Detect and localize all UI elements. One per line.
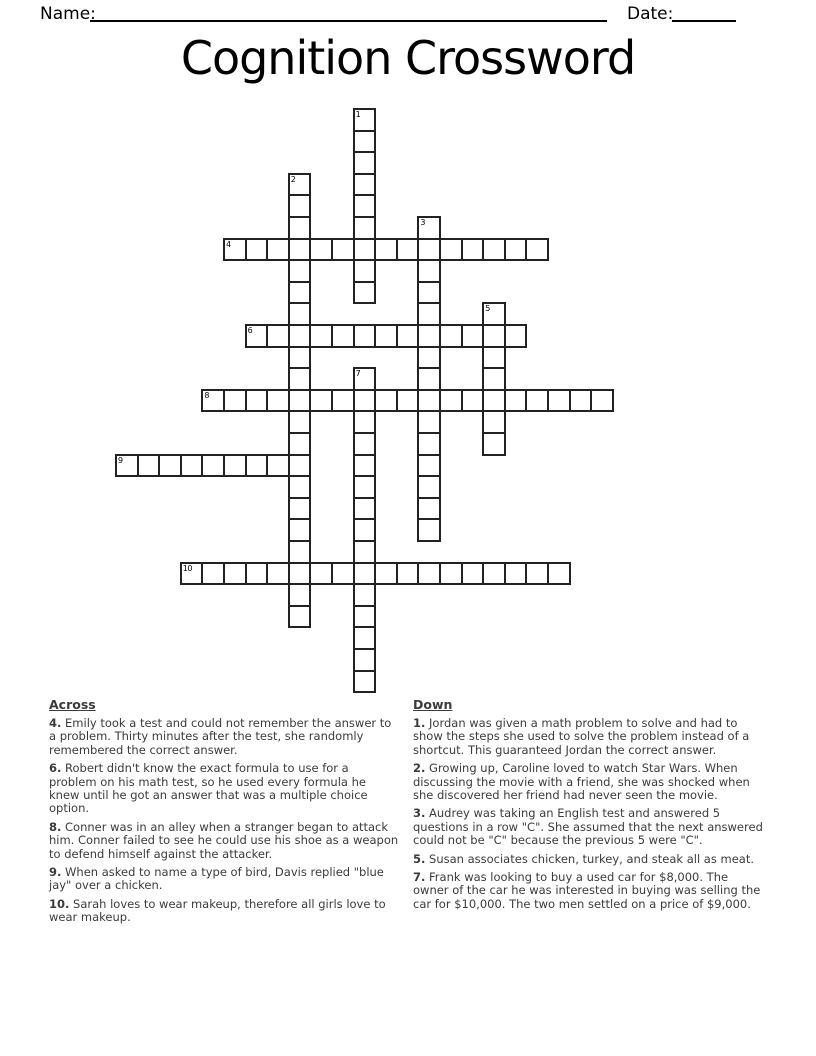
grid-cell[interactable]	[331, 389, 355, 413]
cell-number: 4	[226, 239, 231, 249]
clue-down-5: 5. Susan associates chicken, turkey, and steak all as meat.	[413, 851, 754, 866]
grid-cell[interactable]	[461, 562, 485, 586]
grid-cell[interactable]	[223, 389, 247, 413]
grid-cell[interactable]	[223, 454, 247, 478]
clue-number: 4.	[49, 716, 62, 730]
grid-cell[interactable]	[288, 518, 312, 542]
grid-cell[interactable]	[288, 194, 312, 218]
grid-cell[interactable]	[353, 216, 377, 240]
grid-cell[interactable]	[288, 583, 312, 607]
grid-cell[interactable]	[525, 389, 549, 413]
grid-cell[interactable]	[288, 562, 312, 586]
grid-cell[interactable]	[353, 626, 377, 650]
grid-cell[interactable]	[353, 432, 377, 456]
grid-cell[interactable]	[525, 562, 549, 586]
grid-cell[interactable]	[288, 346, 312, 370]
cell-number: 8	[204, 390, 209, 400]
grid-cell[interactable]	[482, 302, 506, 326]
grid-cell[interactable]	[417, 518, 441, 542]
grid-cell[interactable]	[417, 475, 441, 499]
across-clue-list	[49, 717, 399, 925]
grid-cell[interactable]	[547, 389, 571, 413]
grid-cell[interactable]	[353, 389, 377, 413]
grid-cell[interactable]	[201, 454, 225, 478]
grid-cell[interactable]	[353, 648, 377, 672]
grid-cell[interactable]	[266, 324, 290, 348]
clue-across-8: 8. Conner was in an alley when a stranger began to attack him. Conner failed to see he could use his shoe as a weapon to defend himself against the attacker.	[49, 819, 399, 861]
grid-cell[interactable]	[417, 281, 441, 305]
grid-cell[interactable]	[309, 389, 333, 413]
cell-number: 3	[420, 218, 425, 227]
grid-cell[interactable]	[353, 130, 377, 154]
name-input-line[interactable]	[90, 5, 607, 22]
grid-cell[interactable]	[353, 605, 377, 629]
clue-across-6: 6. Robert didn't know the exact formula to use for a problem on his math test, so he used every formula he knew until he got an answer that was a multiple choice option.	[49, 761, 368, 816]
grid-cell[interactable]	[288, 302, 312, 326]
clue-number: 5.	[413, 851, 426, 866]
grid-cell[interactable]	[417, 238, 441, 262]
clue-across-9: 9. When asked to name a type of bird, Davis replied "blue jay" over a chicken.	[49, 865, 384, 893]
grid-cell[interactable]	[288, 432, 312, 456]
grid-cell[interactable]	[417, 259, 441, 283]
grid-cell[interactable]	[288, 497, 312, 521]
clue-number: 9.	[49, 865, 62, 880]
across-clues-section	[49, 698, 399, 930]
grid-cell[interactable]	[201, 389, 225, 413]
grid-cell[interactable]	[396, 389, 420, 413]
grid-cell[interactable]	[482, 410, 506, 434]
grid-cell[interactable]	[180, 562, 204, 586]
grid-cell[interactable]	[353, 454, 377, 478]
grid-cell[interactable]	[439, 238, 463, 262]
grid-cell[interactable]	[417, 410, 441, 434]
grid-cell[interactable]	[396, 238, 420, 262]
grid-cell[interactable]	[396, 562, 420, 586]
clue-number: 1.	[413, 716, 426, 730]
clue-down-1: 1. Jordan was given a math problem to solve and had to show the steps she used to solve the problem instead of a shortcut. This guaranteed Jordan the correct answer.	[413, 716, 750, 757]
grid-cell[interactable]	[266, 389, 290, 413]
grid-cell[interactable]	[288, 605, 312, 629]
grid-cell[interactable]	[245, 389, 269, 413]
grid-cell[interactable]	[461, 324, 485, 348]
grid-cell[interactable]	[288, 389, 312, 413]
clue-down-7: 7. Frank was looking to buy a used car for $8,000. The owner of the car he was interested in buying was selling the car for $10,000. The two men settled on a price of $9,000.	[413, 870, 761, 911]
date-label: Date:	[627, 4, 674, 24]
grid-cell[interactable]	[439, 324, 463, 348]
grid-cell[interactable]	[288, 238, 312, 262]
grid-cell[interactable]	[266, 454, 290, 478]
grid-cell[interactable]	[309, 238, 333, 262]
clue-across-10: 10. Sarah loves to wear makeup, therefore all girls love to wear makeup.	[49, 896, 386, 925]
grid-cell[interactable]	[353, 583, 377, 607]
grid-cell[interactable]	[115, 454, 139, 478]
clue-across-4: 4. Emily took a test and could not remember the answer to a problem. Thirty minutes after the test, she randomly remembered the correct answer.	[49, 716, 392, 757]
grid-cell[interactable]	[288, 454, 312, 478]
crossword-grid	[115, 108, 615, 694]
grid-cell[interactable]	[417, 497, 441, 521]
grid-cell[interactable]	[374, 562, 398, 586]
grid-cell[interactable]	[288, 540, 312, 564]
grid-cell[interactable]	[525, 238, 549, 262]
grid-cell[interactable]	[353, 173, 377, 197]
clue-down-2: 2. Growing up, Caroline loved to watch Star Wars. When discussing the movie with a friend, she was shocked when she discovered her friend had never seen the movie.	[413, 761, 750, 803]
grid-cell[interactable]	[288, 324, 312, 348]
clue-number: 7.	[413, 870, 426, 885]
grid-cell[interactable]	[353, 497, 377, 521]
grid-cell[interactable]	[417, 432, 441, 456]
grid-cell[interactable]	[417, 454, 441, 478]
grid-cell[interactable]	[461, 238, 485, 262]
grid-cell[interactable]	[417, 389, 441, 413]
grid-cell[interactable]	[288, 281, 312, 305]
clue-number: 3.	[413, 806, 426, 821]
grid-cell[interactable]	[353, 194, 377, 218]
grid-cell[interactable]	[353, 475, 377, 499]
grid-cell[interactable]	[288, 410, 312, 434]
grid-cell[interactable]	[223, 562, 247, 586]
grid-cell[interactable]	[417, 346, 441, 370]
grid-cell[interactable]	[482, 562, 506, 586]
down-clues-section	[413, 698, 763, 916]
down-heading: Down	[413, 697, 453, 712]
grid-cell[interactable]	[266, 562, 290, 586]
grid-cell[interactable]	[353, 367, 377, 391]
grid-cell[interactable]	[245, 562, 269, 586]
grid-cell[interactable]	[374, 324, 398, 348]
grid-cell[interactable]	[353, 540, 377, 564]
grid-cell[interactable]	[547, 562, 571, 586]
grid-cell[interactable]	[353, 410, 377, 434]
cell-number: 10	[182, 563, 192, 573]
clue-number: 6.	[49, 761, 62, 776]
cell-number: 9	[118, 455, 123, 465]
grid-cell[interactable]	[353, 281, 377, 305]
clue-number: 2.	[413, 761, 426, 776]
grid-cell[interactable]	[482, 367, 506, 391]
grid-cell[interactable]	[417, 562, 441, 586]
grid-cell[interactable]	[461, 389, 485, 413]
grid-cell[interactable]	[288, 367, 312, 391]
grid-cell[interactable]	[417, 324, 441, 348]
grid-cell[interactable]	[439, 562, 463, 586]
grid-cell[interactable]	[374, 238, 398, 262]
cell-number: 2	[290, 174, 296, 184]
grid-cell[interactable]	[137, 454, 161, 478]
grid-cell[interactable]	[417, 367, 441, 391]
grid-cell[interactable]	[353, 108, 377, 132]
cell-number: 1	[355, 110, 361, 119]
clue-number: 8.	[49, 819, 62, 834]
cell-number: 6	[247, 326, 253, 335]
grid-cell[interactable]	[353, 562, 377, 586]
clue-number: 10.	[49, 896, 70, 911]
down-clue-list	[413, 717, 763, 911]
grid-cell[interactable]	[288, 173, 312, 197]
grid-cell[interactable]	[245, 238, 269, 262]
grid-cell[interactable]	[309, 562, 333, 586]
grid-cell[interactable]	[245, 324, 269, 348]
grid-cell[interactable]	[353, 151, 377, 175]
grid-cell[interactable]	[353, 324, 377, 348]
grid-cell[interactable]	[201, 562, 225, 586]
cell-number: 7	[355, 369, 361, 379]
grid-cell[interactable]	[482, 432, 506, 456]
grid-cell[interactable]	[482, 324, 506, 348]
grid-cell[interactable]	[331, 562, 355, 586]
grid-cell[interactable]	[353, 670, 377, 694]
grid-cell[interactable]	[482, 346, 506, 370]
grid-cell[interactable]	[331, 238, 355, 262]
grid-cell[interactable]	[223, 238, 247, 262]
page-title: Cognition Crossword	[180, 31, 636, 85]
across-heading: Across	[49, 697, 96, 712]
grid-cell[interactable]	[482, 238, 506, 262]
grid-cell[interactable]	[331, 324, 355, 348]
grid-cell[interactable]	[504, 238, 528, 262]
grid-cell[interactable]	[482, 389, 506, 413]
grid-cell[interactable]	[504, 324, 528, 348]
cell-number: 5	[485, 304, 490, 314]
grid-cell[interactable]	[245, 454, 269, 478]
name-label: Name:	[40, 4, 96, 24]
grid-cell[interactable]	[158, 454, 182, 478]
grid-cell[interactable]	[439, 389, 463, 413]
grid-cell[interactable]	[353, 238, 377, 262]
clue-down-3: 3. Audrey was taking an English test and answered 5 questions in a row "C". She assumed that the next answered could not be "C" because the previous 5 were "C".	[413, 806, 763, 848]
grid-cell[interactable]	[569, 389, 593, 413]
grid-cell[interactable]	[590, 389, 614, 413]
grid-cell[interactable]	[180, 454, 204, 478]
grid-cell[interactable]	[504, 389, 528, 413]
grid-cell[interactable]	[288, 259, 312, 283]
grid-cell[interactable]	[288, 475, 312, 499]
grid-cell[interactable]	[288, 216, 312, 240]
grid-cell[interactable]	[353, 518, 377, 542]
date-input-line[interactable]	[672, 5, 736, 22]
grid-cell[interactable]	[504, 562, 528, 586]
grid-cell[interactable]	[374, 389, 398, 413]
grid-cell[interactable]	[353, 259, 377, 283]
grid-cell[interactable]	[309, 324, 333, 348]
grid-cell[interactable]	[266, 238, 290, 262]
grid-cell[interactable]	[417, 302, 441, 326]
grid-cell[interactable]	[417, 216, 441, 240]
grid-cell[interactable]	[396, 324, 420, 348]
